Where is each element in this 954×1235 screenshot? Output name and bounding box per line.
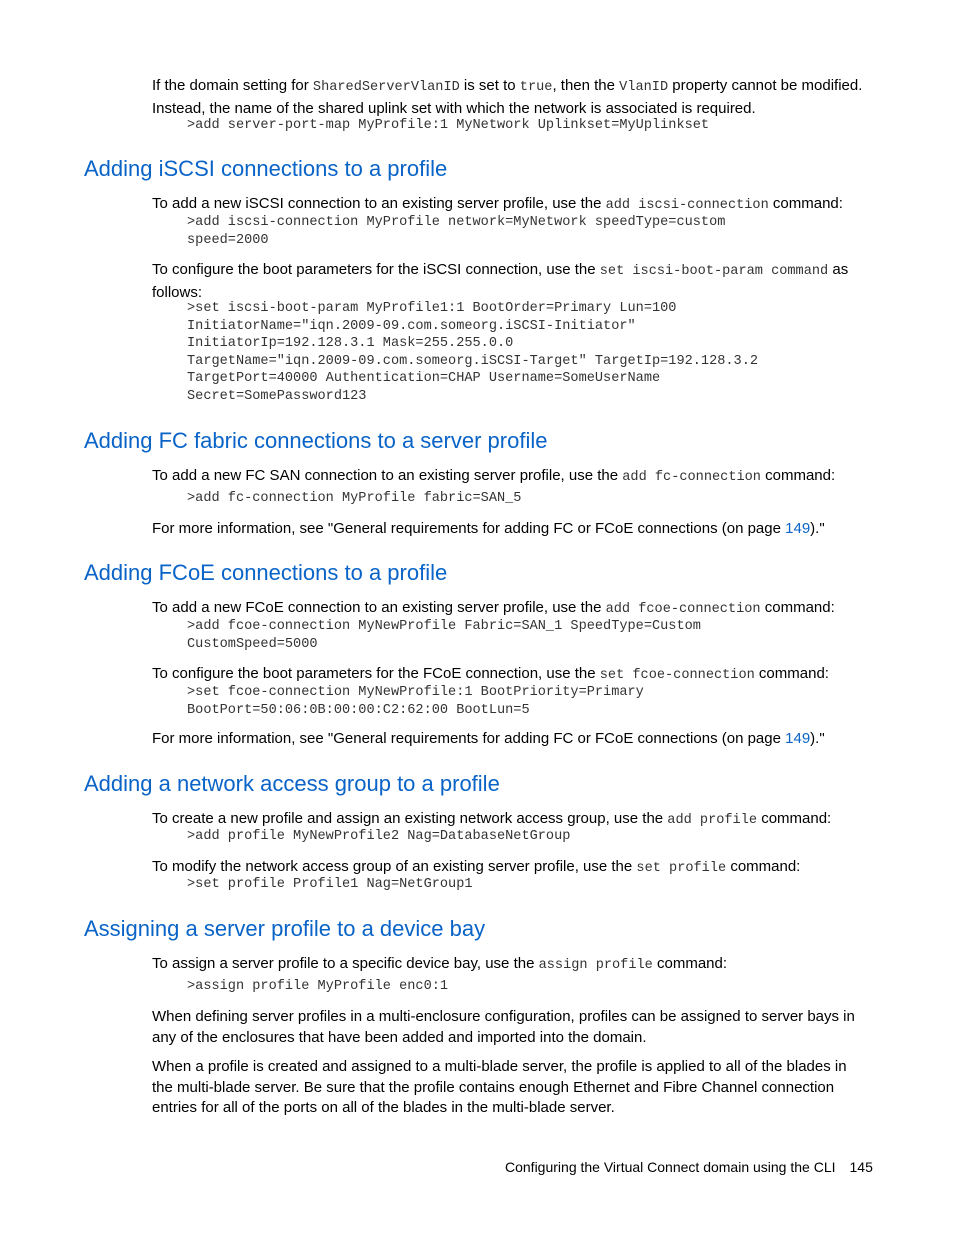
text-run: command: <box>760 599 835 616</box>
text-run: To configure the boot parameters for the FCoE connection, use the <box>152 665 600 682</box>
section-heading-iscsi: Adding iSCSI connections to a profile <box>84 156 448 181</box>
text-run: To assign a server profile to a specific device bay, use the <box>152 955 539 972</box>
text-run: For more information, see "General requirements for adding FC or FCoE connections (on page <box>152 730 786 747</box>
inline-code: true <box>519 80 553 95</box>
text-run: To add a new FCoE connection to an existing server profile, use the <box>152 599 606 616</box>
inline-code: set fcoe-connection <box>599 668 755 683</box>
text-run: as follows: <box>152 261 849 301</box>
code-block: >set profile Profile1 Nag=NetGroup1 <box>187 877 473 892</box>
text-run: To add a new iSCSI connection to an existing server profile, use the <box>152 195 606 212</box>
inline-code: set iscsi-boot-param command <box>599 264 829 279</box>
intro-paragraph <box>152 76 870 119</box>
text-run: command: <box>757 810 832 827</box>
inline-code: set profile <box>636 861 727 876</box>
page-link[interactable]: 149 <box>785 520 811 537</box>
section-heading-nag: Adding a network access group to a profile <box>84 771 500 796</box>
text-run: If the domain setting for <box>152 77 313 94</box>
code-block: >add server-port-map MyProfile:1 MyNetwork Uplinkset=MyUplinkset <box>187 118 710 133</box>
code-block: >add fc-connection MyProfile fabric=SAN_5 <box>187 491 522 506</box>
section-heading-fcoe: Adding FCoE connections to a profile <box>84 560 448 585</box>
iscsi-paragraph-2 <box>152 260 870 303</box>
text-run: , then the <box>552 77 620 94</box>
text-run: command: <box>754 665 829 682</box>
text-run: property cannot be modified. Instead, the name of the shared uplink set with which the network is associated is required. <box>152 77 863 117</box>
page-number: 145 <box>849 1159 873 1175</box>
text-run: To create a new profile and assign an existing network access group, use the <box>152 810 668 827</box>
inline-code: assign profile <box>538 958 653 973</box>
fc-more-info <box>152 519 870 540</box>
code-block: >set iscsi-boot-param MyProfile1:1 BootOrder=Primary Lun=100 InitiatorName="iqn.2009-09.com.someorg.iSCSI-Initiator" InitiatorIp=192.128.3.1 Mask=255.255.0.0 TargetName="iqn.2009-09.com.someorg.iSCSI-Target" TargetIp=192.128.3.2 TargetPort=40000 Authentication=CHAP Username=SomeUserName Secret=SomePassword123 <box>187 301 759 404</box>
fc-paragraph-1 <box>152 466 870 489</box>
section-heading-fc: Adding FC fabric connections to a server profile <box>84 428 548 453</box>
section-heading-assign: Assigning a server profile to a device bay <box>84 916 486 941</box>
page-footer <box>505 1158 873 1176</box>
text-run: )." <box>810 520 825 537</box>
assign-paragraph-3: When a profile is created and assigned to a multi-blade server, the profile is applied to all of the blades in the multi-blade server. Be sure that the profile contains enough Ethernet and Fibre Channel connection entries for all of the ports on all of the blades in the multi-blade server. <box>152 1058 847 1116</box>
code-block: >add profile MyNewProfile2 Nag=DatabaseNetGroup <box>187 829 571 844</box>
text-run: To configure the boot parameters for the iSCSI connection, use the <box>152 261 600 278</box>
text-run: is set to <box>459 77 520 94</box>
code-block: >add iscsi-connection MyProfile network=MyNetwork speedType=custom speed=2000 <box>187 215 726 248</box>
text-run: command: <box>768 195 843 212</box>
text-run: command: <box>726 858 801 875</box>
text-run: command: <box>652 955 728 972</box>
code-block: >add fcoe-connection MyNewProfile Fabric=SAN_1 SpeedType=Custom CustomSpeed=5000 <box>187 619 701 652</box>
text-run: command: <box>760 467 836 484</box>
inline-code: SharedServerVlanID <box>312 80 460 95</box>
page-link[interactable]: 149 <box>785 730 811 747</box>
text-run: )." <box>810 730 825 747</box>
inline-code: add profile <box>667 813 758 828</box>
footer-title: Configuring the Virtual Connect domain using the CLI <box>505 1159 836 1175</box>
inline-code: add fc-connection <box>622 470 761 485</box>
assign-paragraph-2: When defining server profiles in a multi-enclosure configuration, profiles can be assigned to server bays in any of the enclosures that have been added and imported into the domain. <box>152 1008 855 1046</box>
code-block: >assign profile MyProfile enc0:1 <box>187 979 449 994</box>
inline-code: add fcoe-connection <box>605 602 761 617</box>
text-run: For more information, see "General requirements for adding FC or FCoE connections (on page <box>152 520 786 537</box>
inline-code: add iscsi-connection <box>605 198 769 213</box>
fcoe-more-info <box>152 729 870 750</box>
code-block: >set fcoe-connection MyNewProfile:1 BootPriority=Primary BootPort=50:06:0B:00:00:C2:62:00 BootLun=5 <box>187 685 644 718</box>
inline-code: VlanID <box>619 80 669 95</box>
text-run: To add a new FC SAN connection to an existing server profile, use the <box>152 467 623 484</box>
text-run: To modify the network access group of an existing server profile, use the <box>152 858 637 875</box>
assign-paragraph-1 <box>152 954 870 977</box>
